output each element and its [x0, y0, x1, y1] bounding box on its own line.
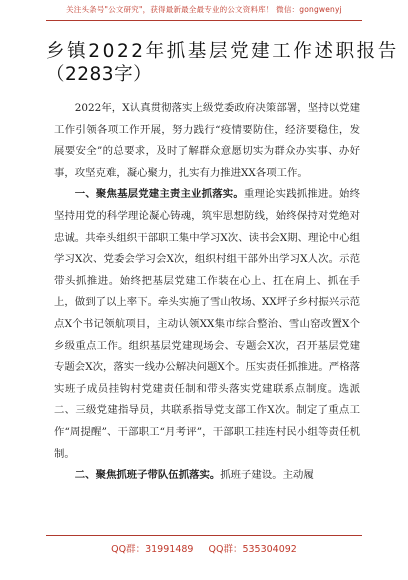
paragraph-text: 抓班子建设。主动履: [220, 469, 314, 482]
paragraph-section-1: [54, 184, 360, 465]
paragraph-section-2: [54, 465, 360, 487]
promo-banner: 关注头条号"公文研究"，获得最新最全最专业的公文资料库！ 微信：gongwenyj: [66, 5, 342, 14]
title-wordcount: （2283字）: [46, 64, 153, 85]
footer: [0, 541, 408, 555]
paragraph-text: 2022年，X认真贯彻落实上级党委政府决策部署，坚持以党建工作引领各项工作开展，努力践行“疫情要防住，经济要稳住，发展要安全”的总要求，及时了解群众意愿切实为群众办实事、办好事，攻坚克难，凝心聚力，扎实有力推进XX各项工作。: [54, 102, 360, 179]
title-main: 乡镇2022年抓基层党建工作述职报告: [46, 41, 399, 62]
footer-divider: [46, 535, 362, 536]
document-body: [54, 98, 360, 487]
document-title: [46, 40, 399, 86]
section-heading-2: 二、聚焦抓班子带队伍抓落实。: [74, 469, 221, 482]
paragraph-text: 重理论实践抓推进。始终坚持用党的科学理论凝心铸魂，筑牢思想防线，始终保持对党绝对忠诚。共牵头组织干部职工集中学习X次、读书会X期、理论中心组学习X次、党委会学习会X次，组织村组干部外出学习X人次。示范带头抓推进。始终把基层党建工作装在心上、扛在肩上、抓在手上，做到了以上率下。牵头实施了雪山牧场、XX坪子乡村振兴示范点X个书记领航项目，主动认领XX集市综合整治、雪山窑改置X个乡级重点工作。组织基层党建现场会、专题会X次，召开基层党建专题会X次，落实一线办公解决问题X个。压实责任抓推进。严格落实班子成员挂钩村党建责任制和带头落实党建联系点制度。选派二、三级党建指导员，共联系指导党支部工作X次。制定了重点工作“周提醒”、干部职工“月考评”，干部职工挂连村民小组等责任机制。: [54, 188, 361, 460]
footer-qq-group-2: QQ群：535304092: [208, 544, 297, 555]
paragraph-intro: [54, 98, 360, 184]
section-heading-1: 一、聚焦基层党建主责主业抓落实。: [74, 188, 244, 201]
footer-qq-group-1: QQ群：31991489: [111, 544, 194, 555]
header-divider: [46, 20, 362, 21]
